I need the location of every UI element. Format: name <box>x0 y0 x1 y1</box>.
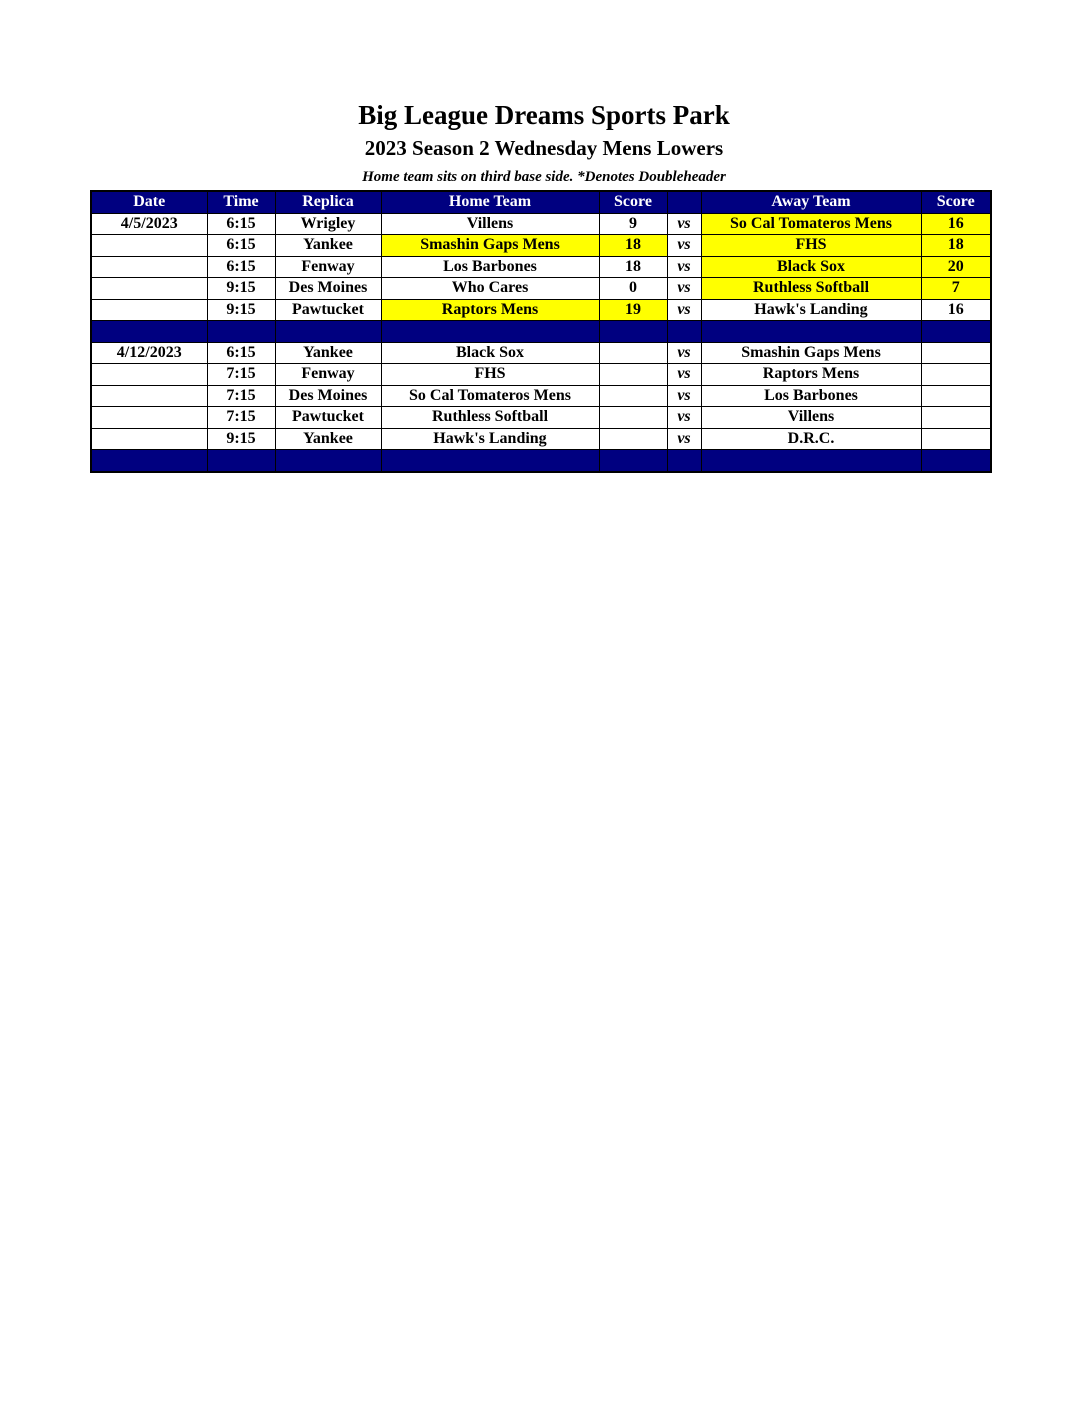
column-header-home-score: Score <box>599 191 667 213</box>
vs-label: vs <box>667 407 701 429</box>
vs-label: vs <box>667 235 701 257</box>
game-date <box>91 428 207 450</box>
game-date <box>91 407 207 429</box>
game-time: 6:15 <box>207 235 275 257</box>
home-team: Smashin Gaps Mens <box>381 235 599 257</box>
column-header-time: Time <box>207 191 275 213</box>
home-team: Hawk's Landing <box>381 428 599 450</box>
away-score <box>921 428 991 450</box>
home-score: 0 <box>599 278 667 300</box>
game-time: 6:15 <box>207 342 275 364</box>
game-replica: Wrigley <box>275 213 381 235</box>
game-replica: Yankee <box>275 428 381 450</box>
away-team: Smashin Gaps Mens <box>701 342 921 364</box>
away-team: Black Sox <box>701 256 921 278</box>
separator-cell <box>91 450 207 472</box>
away-score: 20 <box>921 256 991 278</box>
table-row <box>91 385 991 407</box>
game-date <box>91 385 207 407</box>
game-replica: Fenway <box>275 364 381 386</box>
game-replica: Yankee <box>275 235 381 257</box>
away-team: FHS <box>701 235 921 257</box>
home-score: 18 <box>599 256 667 278</box>
vs-label: vs <box>667 256 701 278</box>
home-score: 18 <box>599 235 667 257</box>
column-header-vs <box>667 191 701 213</box>
away-score: 7 <box>921 278 991 300</box>
column-header-away-team: Away Team <box>701 191 921 213</box>
game-date <box>91 235 207 257</box>
away-score: 18 <box>921 235 991 257</box>
vs-label: vs <box>667 213 701 235</box>
home-team: FHS <box>381 364 599 386</box>
game-time: 9:15 <box>207 299 275 321</box>
game-replica: Des Moines <box>275 278 381 300</box>
game-replica: Pawtucket <box>275 407 381 429</box>
vs-label: vs <box>667 364 701 386</box>
separator-cell <box>381 321 599 343</box>
away-team: So Cal Tomateros Mens <box>701 213 921 235</box>
away-score <box>921 407 991 429</box>
game-date <box>91 299 207 321</box>
separator-cell <box>701 321 921 343</box>
game-replica: Pawtucket <box>275 299 381 321</box>
separator-cell <box>599 321 667 343</box>
away-score <box>921 342 991 364</box>
table-row <box>91 256 991 278</box>
table-row <box>91 407 991 429</box>
vs-label: vs <box>667 385 701 407</box>
home-team: Raptors Mens <box>381 299 599 321</box>
home-team: Who Cares <box>381 278 599 300</box>
separator-cell <box>701 450 921 472</box>
table-row <box>91 278 991 300</box>
game-date: 4/12/2023 <box>91 342 207 364</box>
separator-cell <box>667 321 701 343</box>
vs-label: vs <box>667 299 701 321</box>
home-score <box>599 364 667 386</box>
table-row <box>91 428 991 450</box>
table-row <box>91 213 991 235</box>
separator-cell <box>599 450 667 472</box>
away-team: Ruthless Softball <box>701 278 921 300</box>
game-date: 4/5/2023 <box>91 213 207 235</box>
away-score <box>921 364 991 386</box>
column-header-away-score: Score <box>921 191 991 213</box>
page-subtitle: 2023 Season 2 Wednesday Mens Lowers <box>364 136 724 160</box>
away-score: 16 <box>921 213 991 235</box>
separator-cell <box>275 321 381 343</box>
away-team: Los Barbones <box>701 385 921 407</box>
home-score <box>599 342 667 364</box>
game-replica: Des Moines <box>275 385 381 407</box>
game-replica: Yankee <box>275 342 381 364</box>
home-team: Ruthless Softball <box>381 407 599 429</box>
column-header-replica: Replica <box>275 191 381 213</box>
vs-label: vs <box>667 428 701 450</box>
header-row <box>91 191 991 213</box>
vs-label: vs <box>667 342 701 364</box>
vs-label: vs <box>667 278 701 300</box>
week-separator-row <box>91 450 991 472</box>
column-header-home-team: Home Team <box>381 191 599 213</box>
game-time: 7:15 <box>207 364 275 386</box>
game-time: 6:15 <box>207 256 275 278</box>
home-score <box>599 385 667 407</box>
game-time: 7:15 <box>207 407 275 429</box>
game-time: 9:15 <box>207 428 275 450</box>
away-team: D.R.C. <box>701 428 921 450</box>
away-team: Raptors Mens <box>701 364 921 386</box>
schedule-table <box>90 190 992 473</box>
table-row <box>91 235 991 257</box>
game-date <box>91 364 207 386</box>
separator-cell <box>921 321 991 343</box>
away-score: 16 <box>921 299 991 321</box>
game-date <box>91 256 207 278</box>
away-score <box>921 385 991 407</box>
home-team: Los Barbones <box>381 256 599 278</box>
column-header-date: Date <box>91 191 207 213</box>
game-time: 6:15 <box>207 213 275 235</box>
separator-cell <box>91 321 207 343</box>
game-time: 7:15 <box>207 385 275 407</box>
week-separator-row <box>91 321 991 343</box>
separator-cell <box>275 450 381 472</box>
away-team: Villens <box>701 407 921 429</box>
home-score: 19 <box>599 299 667 321</box>
table-row <box>91 364 991 386</box>
home-team: Black Sox <box>381 342 599 364</box>
table-row <box>91 342 991 364</box>
separator-cell <box>207 321 275 343</box>
separator-cell <box>207 450 275 472</box>
home-score: 9 <box>599 213 667 235</box>
game-replica: Fenway <box>275 256 381 278</box>
page-title: Big League Dreams Sports Park <box>358 100 730 130</box>
game-date <box>91 278 207 300</box>
home-team: So Cal Tomateros Mens <box>381 385 599 407</box>
separator-cell <box>921 450 991 472</box>
away-team: Hawk's Landing <box>701 299 921 321</box>
home-score <box>599 407 667 429</box>
separator-cell <box>667 450 701 472</box>
schedule-note: Home team sits on third base side. *Denotes Doubleheader <box>362 169 726 185</box>
separator-cell <box>381 450 599 472</box>
home-score <box>599 428 667 450</box>
home-team: Villens <box>381 213 599 235</box>
table-row <box>91 299 991 321</box>
game-time: 9:15 <box>207 278 275 300</box>
